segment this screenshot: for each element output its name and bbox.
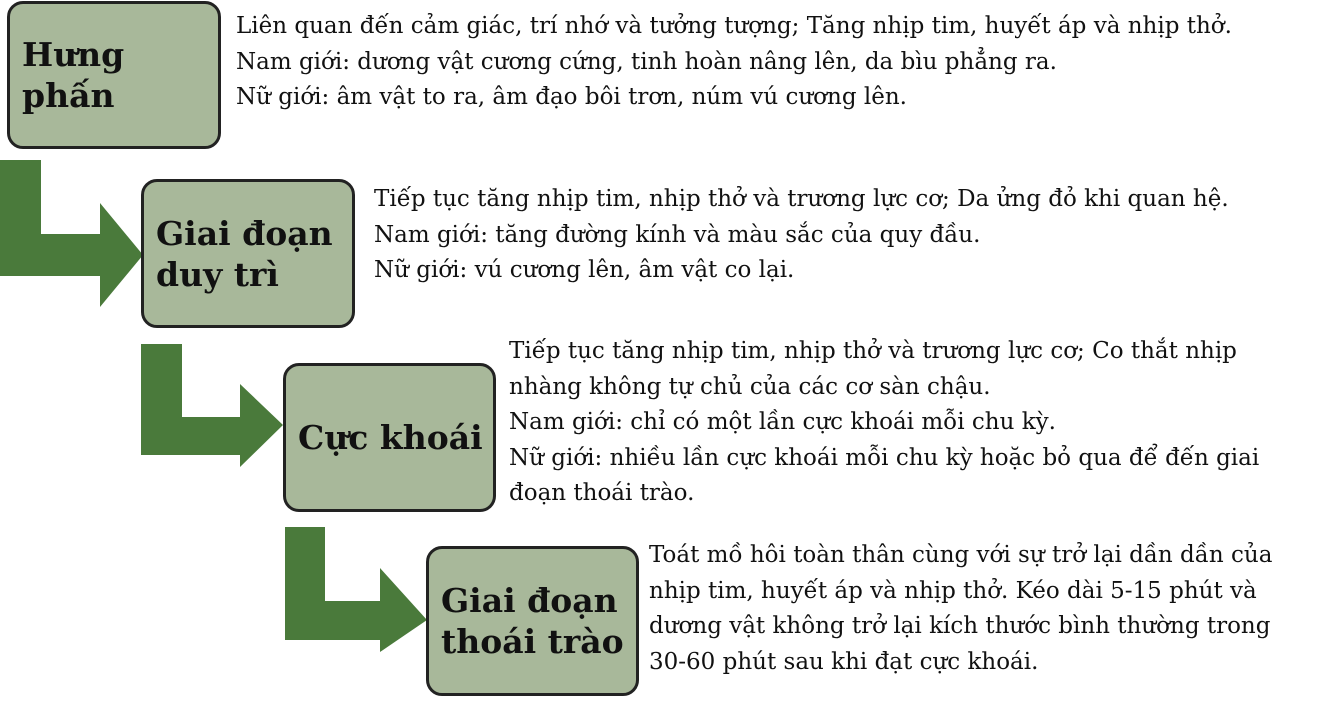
description-line: Tiếp tục tăng nhịp tim, nhịp thở và trương lực cơ; Co thắt nhịp (509, 338, 1237, 364)
stage-description-hung-phan (236, 9, 1232, 116)
description-line: Tiếp tục tăng nhịp tim, nhịp thở và trương lực cơ; Da ửng đỏ khi quan hệ. (374, 186, 1229, 212)
description-line: Toát mồ hôi toàn thân cùng với sự trở lại dần dần của (649, 542, 1273, 568)
arrow-connector-1 (0, 160, 143, 307)
stage-title-line: duy trì (156, 254, 279, 294)
stage-title: Cực khoái (298, 418, 483, 457)
stage-description-giai-doan-duy-tri (374, 182, 1229, 289)
stage-title-line: Giai đoạn (156, 213, 333, 253)
description-line: nhàng không tự chủ của các cơ sàn chậu. (509, 373, 991, 400)
description-line: 30-60 phút sau khi đạt cực khoái. (649, 648, 1039, 675)
description-line: Nữ giới: vú cương lên, âm vật co lại. (374, 257, 795, 283)
stage-title-line: thoái trào (441, 622, 624, 661)
description-line: Nữ giới: âm vật to ra, âm đạo bôi trơn, núm vú cương lên. (236, 84, 907, 110)
stage-title: Hưng phấn (22, 35, 125, 115)
description-line: Nữ giới: nhiều lần cực khoái mỗi chu kỳ hoặc bỏ qua để đến giai (509, 444, 1260, 471)
stage-description-cuc-khoai (509, 334, 1259, 512)
description-line: nhịp tim, huyết áp và nhịp thở. Kéo dài 5-15 phút và (649, 577, 1257, 604)
description-line: dương vật không trở lại kích thước bình thường trong (649, 613, 1271, 639)
description-line: Nam giới: chỉ có một lần cực khoái mỗi chu kỳ. (509, 409, 1056, 435)
stage-description-giai-doan-thoai-trao (649, 538, 1272, 680)
stage-box-cuc-khoai (283, 363, 496, 512)
description-line: Liên quan đến cảm giác, trí nhớ và tưởng tượng; Tăng nhịp tim, huyết áp và nhịp thở. (236, 13, 1232, 39)
stage-box-giai-doan-duy-tri (141, 179, 355, 328)
description-line: Nam giới: dương vật cương cứng, tinh hoàn nâng lên, da bìu phẳng ra. (236, 48, 1057, 75)
description-line: đoạn thoái trào. (509, 480, 695, 506)
arrow-connector-3 (285, 527, 427, 652)
stage-title-line: Giai đoạn (441, 581, 618, 620)
stage-box-hung-phan (7, 1, 221, 149)
stage-box-giai-doan-thoai-trao (426, 546, 639, 696)
arrow-connector-2 (141, 344, 283, 467)
description-line: Nam giới: tăng đường kính và màu sắc của quy đầu. (374, 221, 981, 248)
